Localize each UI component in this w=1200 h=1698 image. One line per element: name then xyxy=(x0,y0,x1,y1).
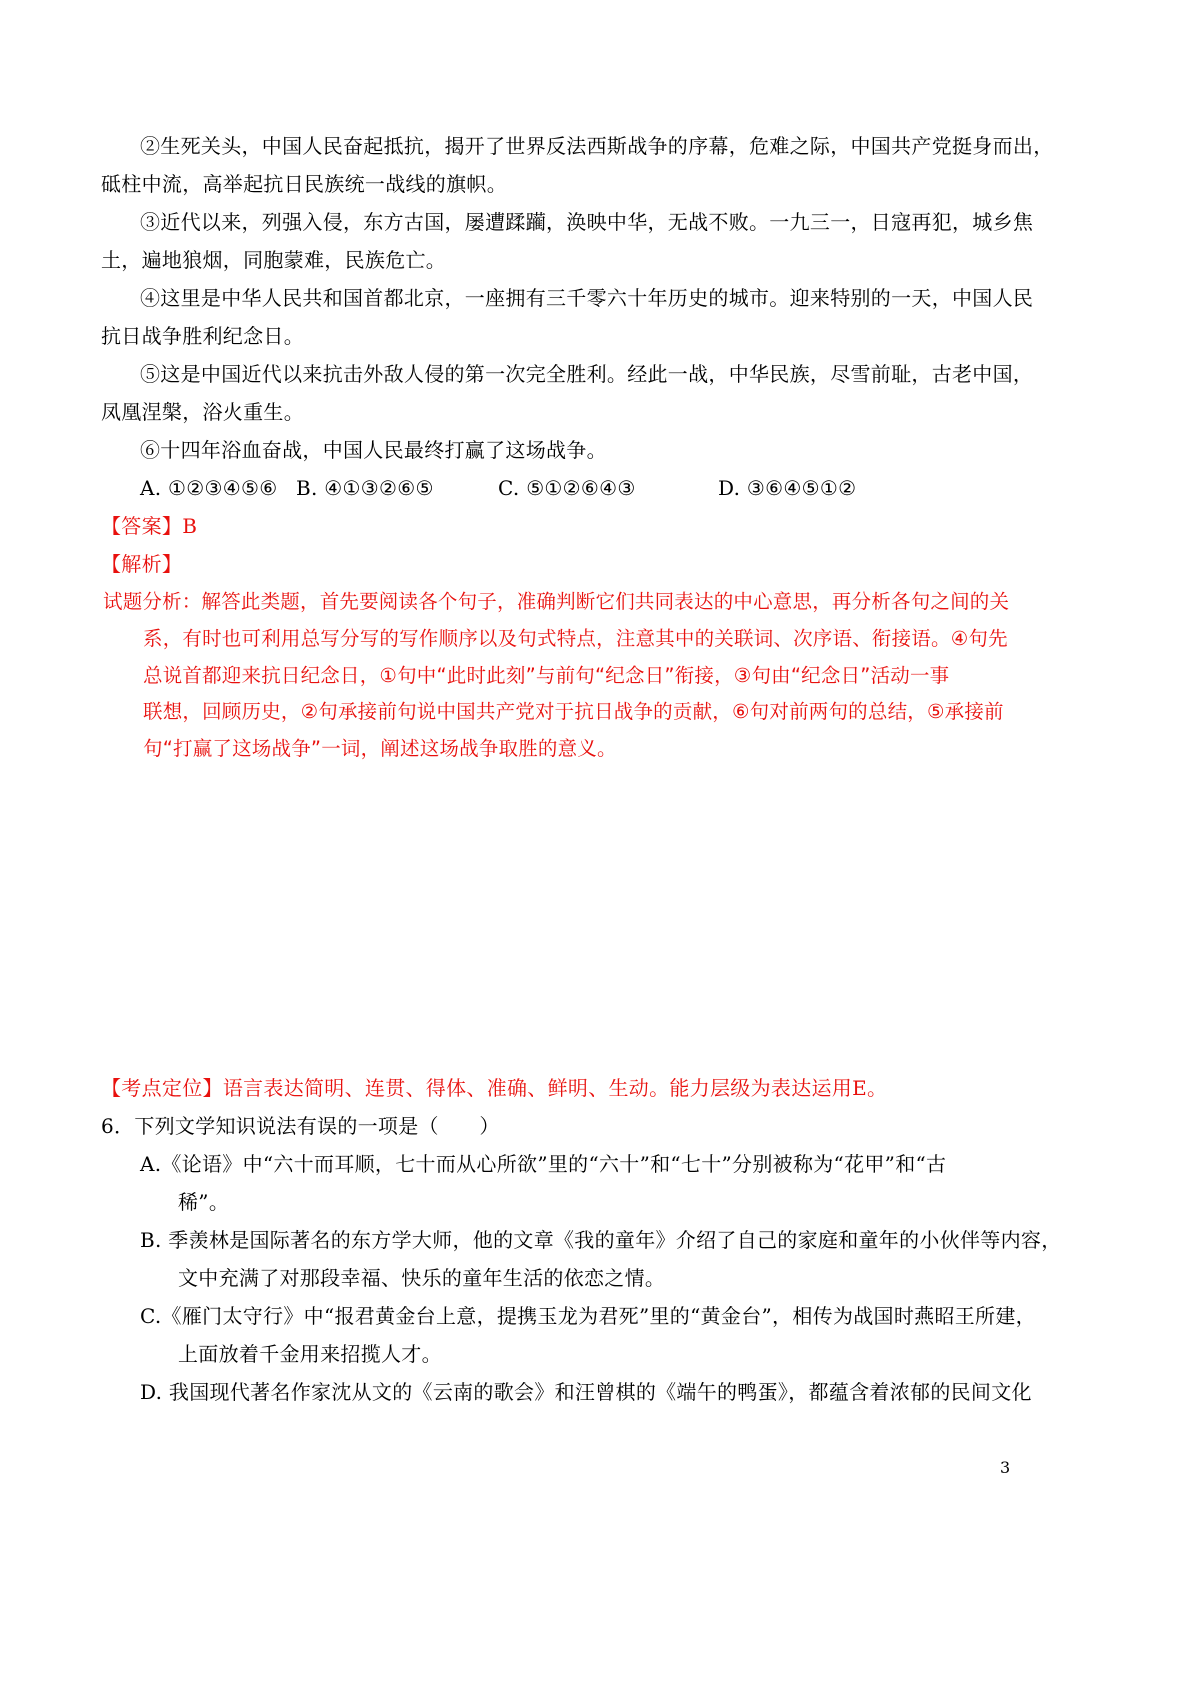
q6-option-c-cont: 上面放着千金用来招揽人才。 xyxy=(178,1342,442,1366)
answer-value: B xyxy=(182,514,198,538)
analysis-line: 总说首都迎来抗日纪念日，①句中“此时此刻”与前句“纪念日”衔接，③句由“纪念日”活动一事 xyxy=(143,664,950,687)
q6-option-a-cont: 稀”。 xyxy=(178,1190,230,1214)
answer-label: 【答案】 xyxy=(101,514,183,538)
q6-option-b-cont: 文中充满了对那段幸福、快乐的童年生活的依恋之情。 xyxy=(178,1266,666,1290)
q6-option-d: D. 我国现代著名作家沈从文的《云南的歌会》和汪曾棋的《端午的鸭蛋》，都蕴含着浓郁的民间文化 xyxy=(140,1380,1032,1404)
passage-line: 土，遍地狼烟，同胞蒙难，民族危亡。 xyxy=(101,248,447,272)
analysis-line: 试题分析：解答此类题，首先要阅读各个句子，准确判断它们共同表达的中心意思，再分析各句之间的关 xyxy=(103,590,1010,613)
passage-line: ②生死关头，中国人民奋起抵抗，揭开了世界反法西斯战争的序幕，危难之际，中国共产党挺身而出， xyxy=(140,134,1054,158)
passage-line: 抗日战争胜利纪念日。 xyxy=(101,324,304,348)
passage-line: ③近代以来，列强入侵，东方古国，屡遭蹂躏，涣映中华，无战不败。一九三一，日寇再犯，城乡焦 xyxy=(140,210,1034,234)
q6-option-b: B. 季羡林是国际著名的东方学大师，他的文章《我的童年》介绍了自己的家庭和童年的小伙伴等内容， xyxy=(140,1228,1062,1252)
q6-option-a: A.《论语》中“六十而耳顺，七十而从心所欲”里的“六十”和“七十”分别被称为“花甲”和“古 xyxy=(140,1152,947,1176)
option-c: C. ⑤①②⑥④③ xyxy=(498,476,636,500)
answer-block xyxy=(101,511,197,541)
analysis-line: 联想，回顾历史，②句承接前句说中国共产党对于抗日战争的贡献，⑥句对前两句的总结，⑤承接前 xyxy=(143,700,1004,723)
passage-line: ④这里是中华人民共和国首都北京，一座拥有三千零六十年历史的城市。迎来特别的一天，中国人民 xyxy=(140,286,1034,310)
q6-stem: 6．下列文学知识说法有误的一项是（ ） xyxy=(101,1114,500,1138)
option-b: B. ④①③②⑥⑤ xyxy=(296,476,434,500)
analysis-label: 【解析】 xyxy=(101,552,183,576)
passage-line: ⑤这是中国近代以来抗击外敌人侵的第一次完全胜利。经此一战，中华民族，尽雪前耻，古老中国， xyxy=(140,362,1034,386)
passage-line: 凤凰涅槃，浴火重生。 xyxy=(101,400,304,424)
analysis-line: 系，有时也可利用总写分写的写作顺序以及句式特点，注意其中的关联词、次序语、衔接语。④句先 xyxy=(143,627,1008,650)
kaodian-text: 语言表达简明、连贯、得体、准确、鲜明、生动。能力层级为表达运用E。 xyxy=(222,1076,888,1100)
option-a: A. ①②③④⑤⑥ xyxy=(140,476,278,500)
option-d: D. ③⑥④⑤①② xyxy=(718,476,857,500)
q6-option-c: C.《雁门太守行》中“报君黄金台上意，提携玉龙为君死”里的“黄金台”，相传为战国时燕昭王所建， xyxy=(140,1304,1036,1328)
kaodian-label: 【考点定位】 xyxy=(101,1076,223,1100)
page-number: 3 xyxy=(1000,1458,1011,1477)
analysis-line: 句“打赢了这场战争”一词，阐述这场战争取胜的意义。 xyxy=(143,737,617,760)
passage-line: ⑥十四年浴血奋战，中国人民最终打赢了这场战争。 xyxy=(140,438,607,462)
kaodian-block xyxy=(101,1073,887,1103)
passage-line: 砥柱中流，高举起抗日民族统一战线的旗帜。 xyxy=(101,172,507,196)
